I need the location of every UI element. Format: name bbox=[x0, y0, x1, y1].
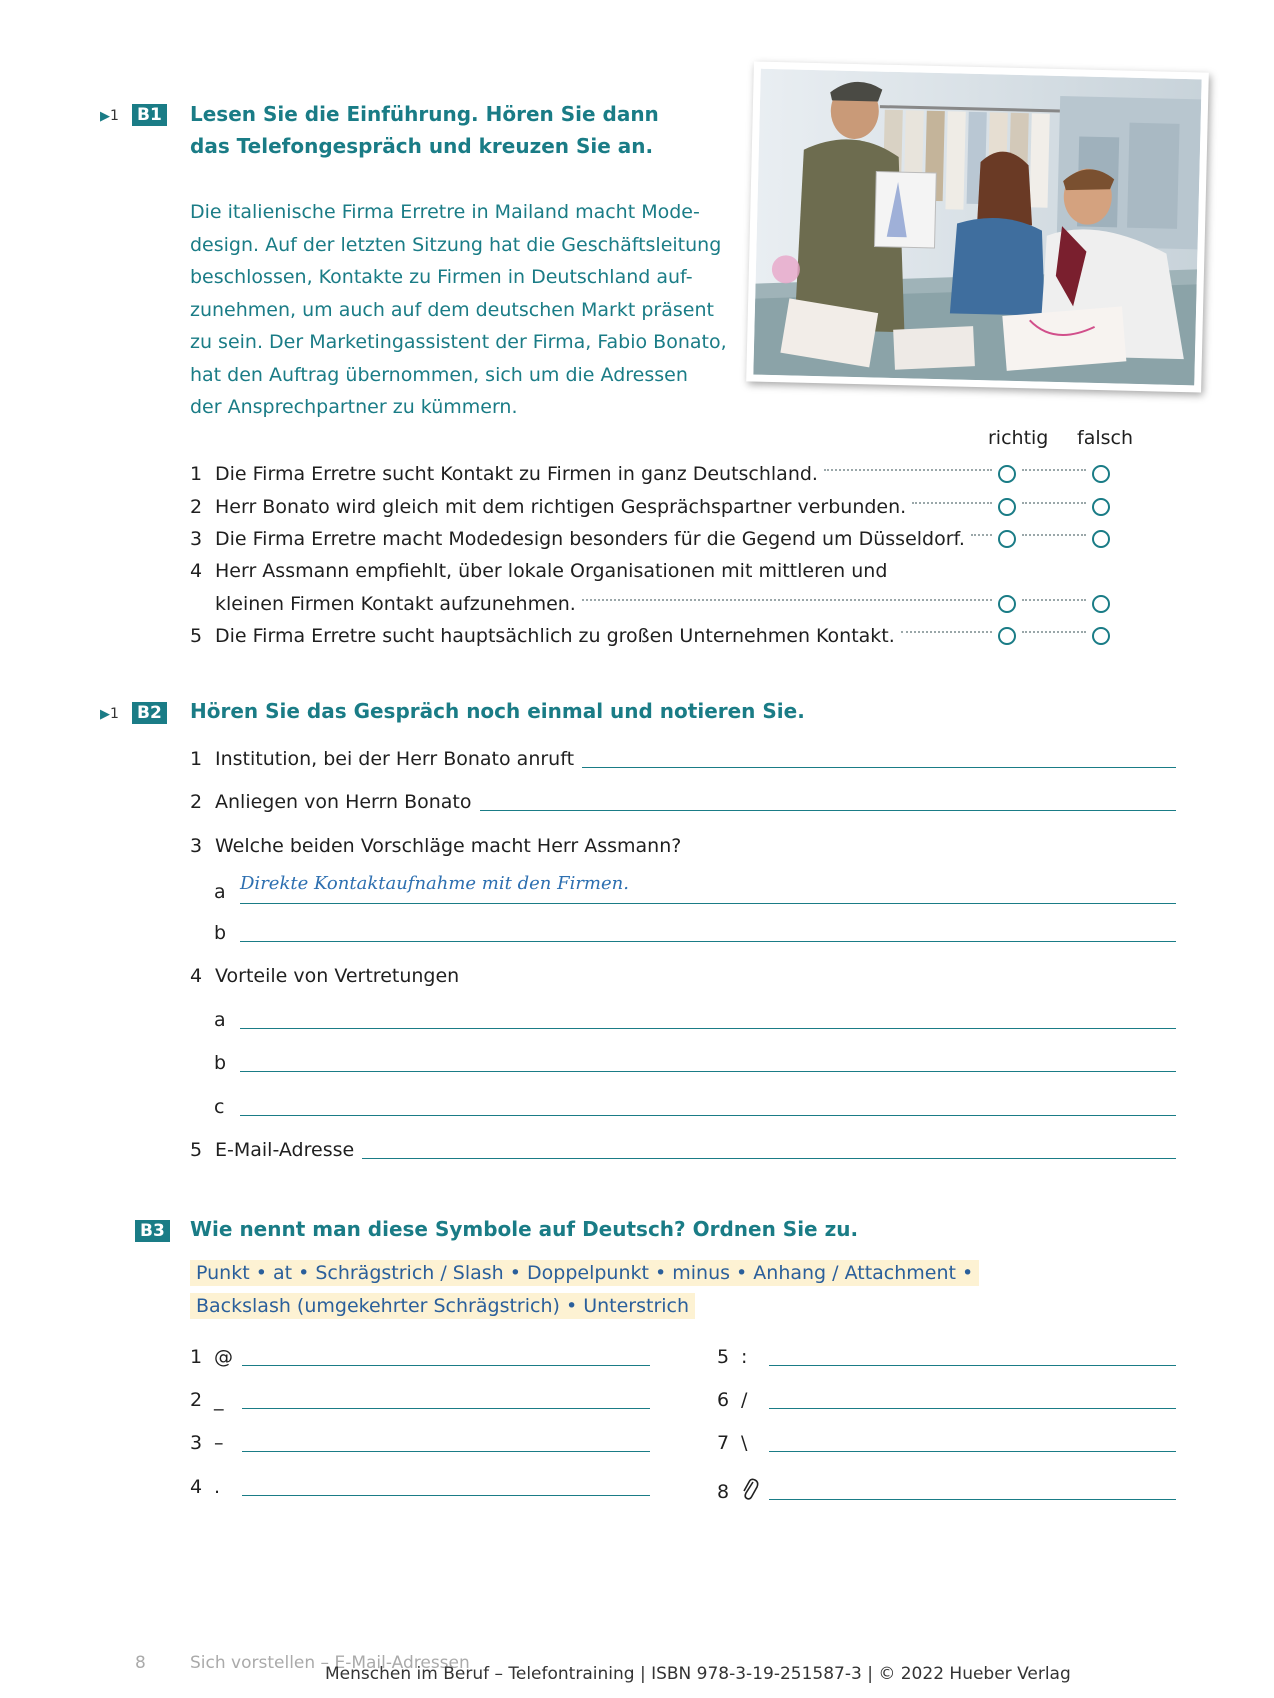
dotted-leader bbox=[1022, 502, 1086, 504]
b2-q4-a bbox=[214, 1009, 1176, 1031]
item-number: 3 bbox=[190, 835, 203, 857]
symbol-row bbox=[717, 1389, 1176, 1411]
item-number: 6 bbox=[717, 1389, 730, 1411]
b1-item bbox=[190, 620, 1110, 652]
richtig-checkbox[interactable] bbox=[998, 530, 1016, 548]
intro-line: Die italienische Firma Erretre in Mailand macht Mode- bbox=[190, 201, 700, 223]
publisher-credit: Menschen im Beruf – Telefontraining | ISBN 978-3-19-251587-3 | © 2022 Hueber Verlag bbox=[325, 1664, 1071, 1684]
dotted-leader bbox=[1022, 599, 1086, 601]
b1-item bbox=[190, 491, 1110, 523]
symbol-row bbox=[717, 1346, 1176, 1368]
richtig-checkbox[interactable] bbox=[998, 465, 1016, 483]
symbol: \ bbox=[741, 1432, 748, 1454]
richtig-checkbox[interactable] bbox=[998, 595, 1016, 613]
answer-line[interactable] bbox=[242, 1408, 650, 1409]
symbol-row bbox=[190, 1432, 650, 1454]
item-number: 5 bbox=[190, 1139, 203, 1161]
answer-line[interactable] bbox=[769, 1499, 1176, 1500]
symbol-row bbox=[190, 1476, 650, 1498]
intro-line: zu sein. Der Marketingassistent der Firma, Fabio Bonato, bbox=[190, 331, 727, 353]
photo-frame bbox=[746, 61, 1209, 392]
b2-q3-b bbox=[214, 922, 1176, 944]
b1-item bbox=[190, 555, 1110, 587]
sub-item-letter: b bbox=[214, 922, 227, 944]
b2-q1 bbox=[190, 748, 1176, 770]
falsch-checkbox[interactable] bbox=[1092, 465, 1110, 483]
answer-line[interactable] bbox=[769, 1451, 1176, 1452]
item-number: 8 bbox=[717, 1480, 730, 1503]
intro-line: hat den Auftrag übernommen, sich um die Adressen bbox=[190, 363, 688, 386]
answer-line-filled[interactable] bbox=[240, 873, 1176, 904]
item-text: kleinen Firmen Kontakt aufzunehmen. bbox=[215, 593, 576, 615]
symbol: @ bbox=[214, 1346, 233, 1368]
item-text: E-Mail-Adresse bbox=[215, 1139, 355, 1161]
falsch-checkbox[interactable] bbox=[1092, 595, 1110, 613]
sub-item-letter: c bbox=[214, 1096, 225, 1118]
item-number: 3 bbox=[190, 528, 203, 550]
symbol-row bbox=[190, 1389, 650, 1411]
symbol-row bbox=[717, 1476, 1176, 1507]
column-header-falsch: falsch bbox=[1077, 427, 1133, 449]
b2-q4-c bbox=[214, 1096, 1176, 1118]
answer-line[interactable] bbox=[242, 1495, 650, 1496]
symbol: – bbox=[214, 1432, 224, 1454]
dotted-leader bbox=[1022, 631, 1086, 633]
b2-heading: Hören Sie das Gespräch noch einmal und notieren Sie. bbox=[190, 699, 805, 723]
answer-line[interactable] bbox=[242, 1365, 650, 1366]
answer-line[interactable] bbox=[240, 941, 1176, 942]
paperclip-icon bbox=[741, 1476, 769, 1507]
item-number: 2 bbox=[190, 791, 203, 813]
b3-heading: Wie nennt man diese Symbole auf Deutsch? Ordnen Sie zu. bbox=[190, 1217, 859, 1241]
item-text: Herr Bonato wird gleich mit dem richtigen Gesprächspartner verbunden. bbox=[215, 496, 907, 518]
symbol: / bbox=[741, 1389, 748, 1411]
b3-marker bbox=[135, 1220, 170, 1242]
b1-heading-line: Lesen Sie die Einführung. Hören Sie dann bbox=[190, 102, 659, 126]
richtig-checkbox[interactable] bbox=[998, 498, 1016, 516]
item-number: 2 bbox=[190, 496, 203, 518]
answer-line[interactable] bbox=[240, 1071, 1176, 1072]
item-text: Die Firma Erretre sucht hauptsächlich zu großen Unternehmen Kontakt. bbox=[215, 625, 895, 647]
item-number: 5 bbox=[717, 1346, 730, 1368]
b2-q3 bbox=[190, 835, 681, 857]
section-badge-b2: B2 bbox=[132, 702, 167, 724]
b2-q2 bbox=[190, 791, 1176, 813]
falsch-checkbox[interactable] bbox=[1092, 530, 1110, 548]
audio-track-number: 1 bbox=[110, 108, 119, 124]
item-number: 1 bbox=[190, 463, 203, 485]
answer-line[interactable] bbox=[242, 1451, 650, 1452]
b1-heading-line: das Telefongespräch und kreuzen Sie an. bbox=[190, 134, 654, 158]
item-text: Herr Assmann empfiehlt, über lokale Organisationen mit mittleren und bbox=[215, 560, 888, 582]
intro-line: design. Auf der letzten Sitzung hat die Geschäftsleitung bbox=[190, 233, 722, 256]
b2-q4 bbox=[190, 965, 459, 987]
falsch-checkbox[interactable] bbox=[1092, 498, 1110, 516]
dotted-leader bbox=[971, 534, 992, 536]
dotted-leader bbox=[912, 502, 992, 504]
answer-line[interactable] bbox=[769, 1408, 1176, 1409]
symbol: _ bbox=[214, 1389, 224, 1411]
item-text: Institution, bei der Herr Bonato anruft bbox=[215, 748, 575, 770]
falsch-checkbox[interactable] bbox=[1092, 627, 1110, 645]
fashion-office-photo bbox=[753, 69, 1201, 386]
item-number: 4 bbox=[190, 965, 203, 987]
item-number: 1 bbox=[190, 1346, 203, 1368]
answer-line[interactable] bbox=[769, 1365, 1176, 1366]
item-text: Anliegen von Herrn Bonato bbox=[215, 791, 472, 813]
item-number: 2 bbox=[190, 1389, 203, 1411]
answer-line[interactable] bbox=[480, 810, 1177, 811]
intro-line: beschlossen, Kontakte zu Firmen in Deutschland auf- bbox=[190, 266, 693, 288]
answer-line[interactable] bbox=[582, 767, 1176, 768]
play-icon[interactable]: ▶ bbox=[100, 707, 110, 722]
intro-line: zunehmen, um auch auf dem deutschen Markt präsent bbox=[190, 298, 714, 321]
item-number: 5 bbox=[190, 625, 203, 647]
answer-line[interactable] bbox=[240, 1115, 1176, 1116]
b1-heading bbox=[190, 98, 659, 162]
item-number: 3 bbox=[190, 1432, 203, 1454]
answer-line bbox=[240, 903, 1176, 904]
answer-line[interactable] bbox=[362, 1158, 1176, 1159]
sub-item-letter: a bbox=[214, 1009, 226, 1031]
column-header-richtig: richtig bbox=[988, 427, 1049, 449]
item-number: 4 bbox=[190, 1476, 203, 1498]
section-badge-b3: B3 bbox=[135, 1220, 170, 1242]
b2-marker bbox=[100, 702, 167, 724]
b2-q3-a bbox=[214, 873, 1176, 904]
sub-item-letter: a bbox=[214, 880, 226, 903]
section-badge-b1: B1 bbox=[132, 104, 167, 126]
item-text: Welche beiden Vorschläge macht Herr Assmann? bbox=[215, 835, 682, 857]
symbol: : bbox=[741, 1346, 748, 1368]
chapter-title: Sich vorstellen – E-Mail-Adressen bbox=[190, 1653, 470, 1673]
intro-line: der Ansprechpartner zu kümmern. bbox=[190, 396, 518, 418]
item-text: Die Firma Erretre macht Modedesign besonders für die Gegend um Düsseldorf. bbox=[215, 528, 965, 550]
play-icon[interactable]: ▶ bbox=[100, 109, 110, 124]
richtig-checkbox[interactable] bbox=[998, 627, 1016, 645]
b1-marker bbox=[100, 104, 167, 126]
word-bank bbox=[190, 1260, 979, 1319]
b2-q5 bbox=[190, 1139, 1176, 1161]
b1-item bbox=[190, 523, 1110, 555]
page-number: 8 bbox=[135, 1653, 146, 1673]
b1-intro-text bbox=[190, 196, 730, 424]
sub-item-letter: b bbox=[214, 1052, 227, 1074]
dotted-leader bbox=[824, 469, 992, 471]
b2-q4-b bbox=[214, 1052, 1176, 1074]
item-text: Vorteile von Vertretungen bbox=[215, 965, 460, 987]
dotted-leader bbox=[1022, 469, 1086, 471]
symbol: . bbox=[214, 1476, 221, 1498]
audio-track-number: 1 bbox=[110, 706, 119, 722]
word-bank-line: Backslash (umgekehrter Schrägstrich) • Unterstrich bbox=[190, 1293, 695, 1319]
word-bank-line: Punkt • at • Schrägstrich / Slash • Doppelpunkt • minus • Anhang / Attachment • bbox=[190, 1260, 979, 1286]
symbol-row bbox=[190, 1346, 650, 1368]
item-number: 1 bbox=[190, 748, 203, 770]
dotted-leader bbox=[901, 631, 992, 633]
answer-line[interactable] bbox=[240, 1028, 1176, 1029]
item-text: Die Firma Erretre sucht Kontakt zu Firmen in ganz Deutschland. bbox=[215, 463, 818, 485]
symbol-row bbox=[717, 1432, 1176, 1454]
item-number: 7 bbox=[717, 1432, 730, 1454]
b1-item-continuation bbox=[190, 588, 1110, 620]
dotted-leader bbox=[582, 599, 992, 601]
item-number: 4 bbox=[190, 560, 203, 582]
dotted-leader bbox=[1022, 534, 1086, 536]
handwritten-answer: Direkte Kontaktaufnahme mit den Firmen. bbox=[240, 873, 629, 894]
b1-item bbox=[190, 458, 1110, 490]
